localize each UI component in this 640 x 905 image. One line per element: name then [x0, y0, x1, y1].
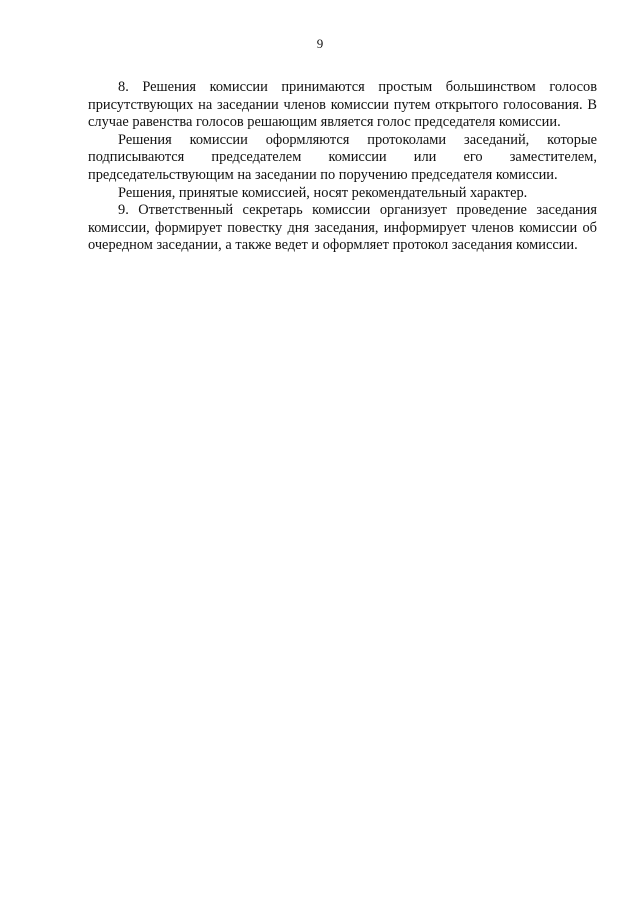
paragraph-decision-recommendatory: Решения, принятые комиссией, носят рекомендательный характер.: [118, 184, 528, 201]
paragraph-decision-protocols: Решения комиссии оформляются протоколами заседаний, которые подписываются председателем комиссии или его заместителем, председательствующим на заседании по поручению председателя комиссии.: [88, 131, 597, 183]
paragraph-secretary-duties: 9. Ответственный секретарь комиссии организует проведение заседания комиссии, формирует повестку дня заседания, информирует членов комиссии об очередном заседании, а также ведет и оформляет протокол заседания комиссии.: [88, 202, 597, 254]
document-body: [88, 79, 597, 255]
page-number: 9: [316, 36, 324, 51]
paragraph-decision-voting: 8. Решения комиссии принимаются простым большинством голосов присутствующих на заседании членов комиссии путем открытого голосования. В случае равенства голосов решающим является голос председателя комиссии.: [88, 79, 597, 131]
